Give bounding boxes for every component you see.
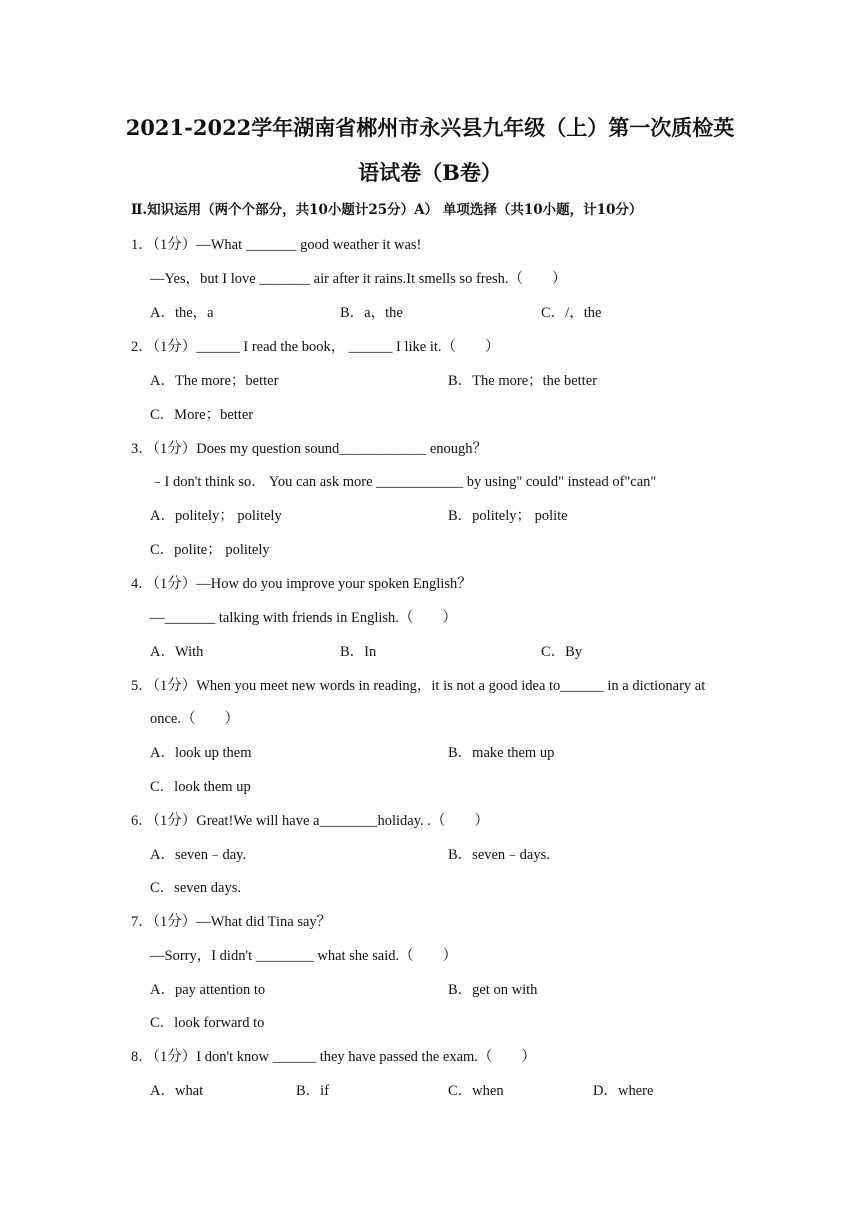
option-a[interactable]: A．what [150,1083,204,1099]
option-c[interactable]: C．polite； politely [150,542,270,558]
question-stem: 2．（1分）______ I read the book， ______ I like it.（ ） [131,339,500,355]
question-continuation: —_______ talking with friends in English.（ ） [150,610,457,626]
option-b[interactable]: B．get on with [448,982,538,998]
option-a[interactable]: A．look up them [150,745,252,761]
option-a[interactable]: A．politely； politely [150,508,282,524]
question-stem: 8．（1分）I don't know ______ they have passed the exam.（ ） [131,1049,536,1065]
question-stem: 6．（1分）Great!We will have a________holiday. .（ ） [131,813,489,829]
option-c[interactable]: C．By [541,644,583,660]
option-b[interactable]: B．In [340,644,377,660]
question-stem: 7．（1分）—What did Tina say？ [131,914,332,930]
option-b[interactable]: B．politely； polite [448,508,568,524]
question-stem: 1．（1分）—What _______ good weather it was! [131,237,422,253]
paper-title-line-1: 2021-2022学年湖南省郴州市永兴县九年级（上）第一次质检英 [125,115,735,140]
option-a[interactable]: A．The more；better [150,373,279,389]
option-a[interactable]: A．the，a [150,305,214,321]
option-c[interactable]: C．seven days. [150,880,242,896]
question-stem: 4．（1分）—How do you improve your spoken English？ [131,576,472,592]
option-b[interactable]: B．if [296,1083,330,1099]
question-continuation: —Yes，but I love _______ air after it rains.It smells so fresh.（ ） [150,271,567,287]
option-a[interactable]: A．With [150,644,204,660]
question-continuation: once.（ ） [150,711,239,727]
option-c[interactable]: C．/，the [541,305,602,321]
option-b[interactable]: B．seven﹣days. [448,847,550,863]
option-c[interactable]: C．when [448,1083,504,1099]
option-c[interactable]: C．More；better [150,407,254,423]
option-b[interactable]: B．The more；the better [448,373,597,389]
section-header: Ⅱ.知识运用（两个个部分，共10小题计25分）A） 单项选择（共10小题，计10分） [131,202,643,218]
option-a[interactable]: A．pay attention to [150,982,266,998]
question-stem: 3．（1分）Does my question sound____________ enough？ [131,441,488,457]
option-b[interactable]: B．make them up [448,745,555,761]
question-stem: 5．（1分）When you meet new words in reading，it is not a good idea to______ in a dictionary at [131,678,706,694]
option-c[interactable]: C．look forward to [150,1015,265,1031]
question-continuation: ﹣I don't think so． You can ask more ____________ by using" could" instead of"can" [150,474,657,490]
option-b[interactable]: B．a，the [340,305,403,321]
paper-title-line-2: 语试卷（B卷） [358,160,502,185]
question-continuation: —Sorry，I didn't ________ what she said.（ ） [150,948,458,964]
option-c[interactable]: C．look them up [150,779,251,795]
option-d[interactable]: D．where [593,1083,654,1099]
option-a[interactable]: A．seven﹣day. [150,847,247,863]
